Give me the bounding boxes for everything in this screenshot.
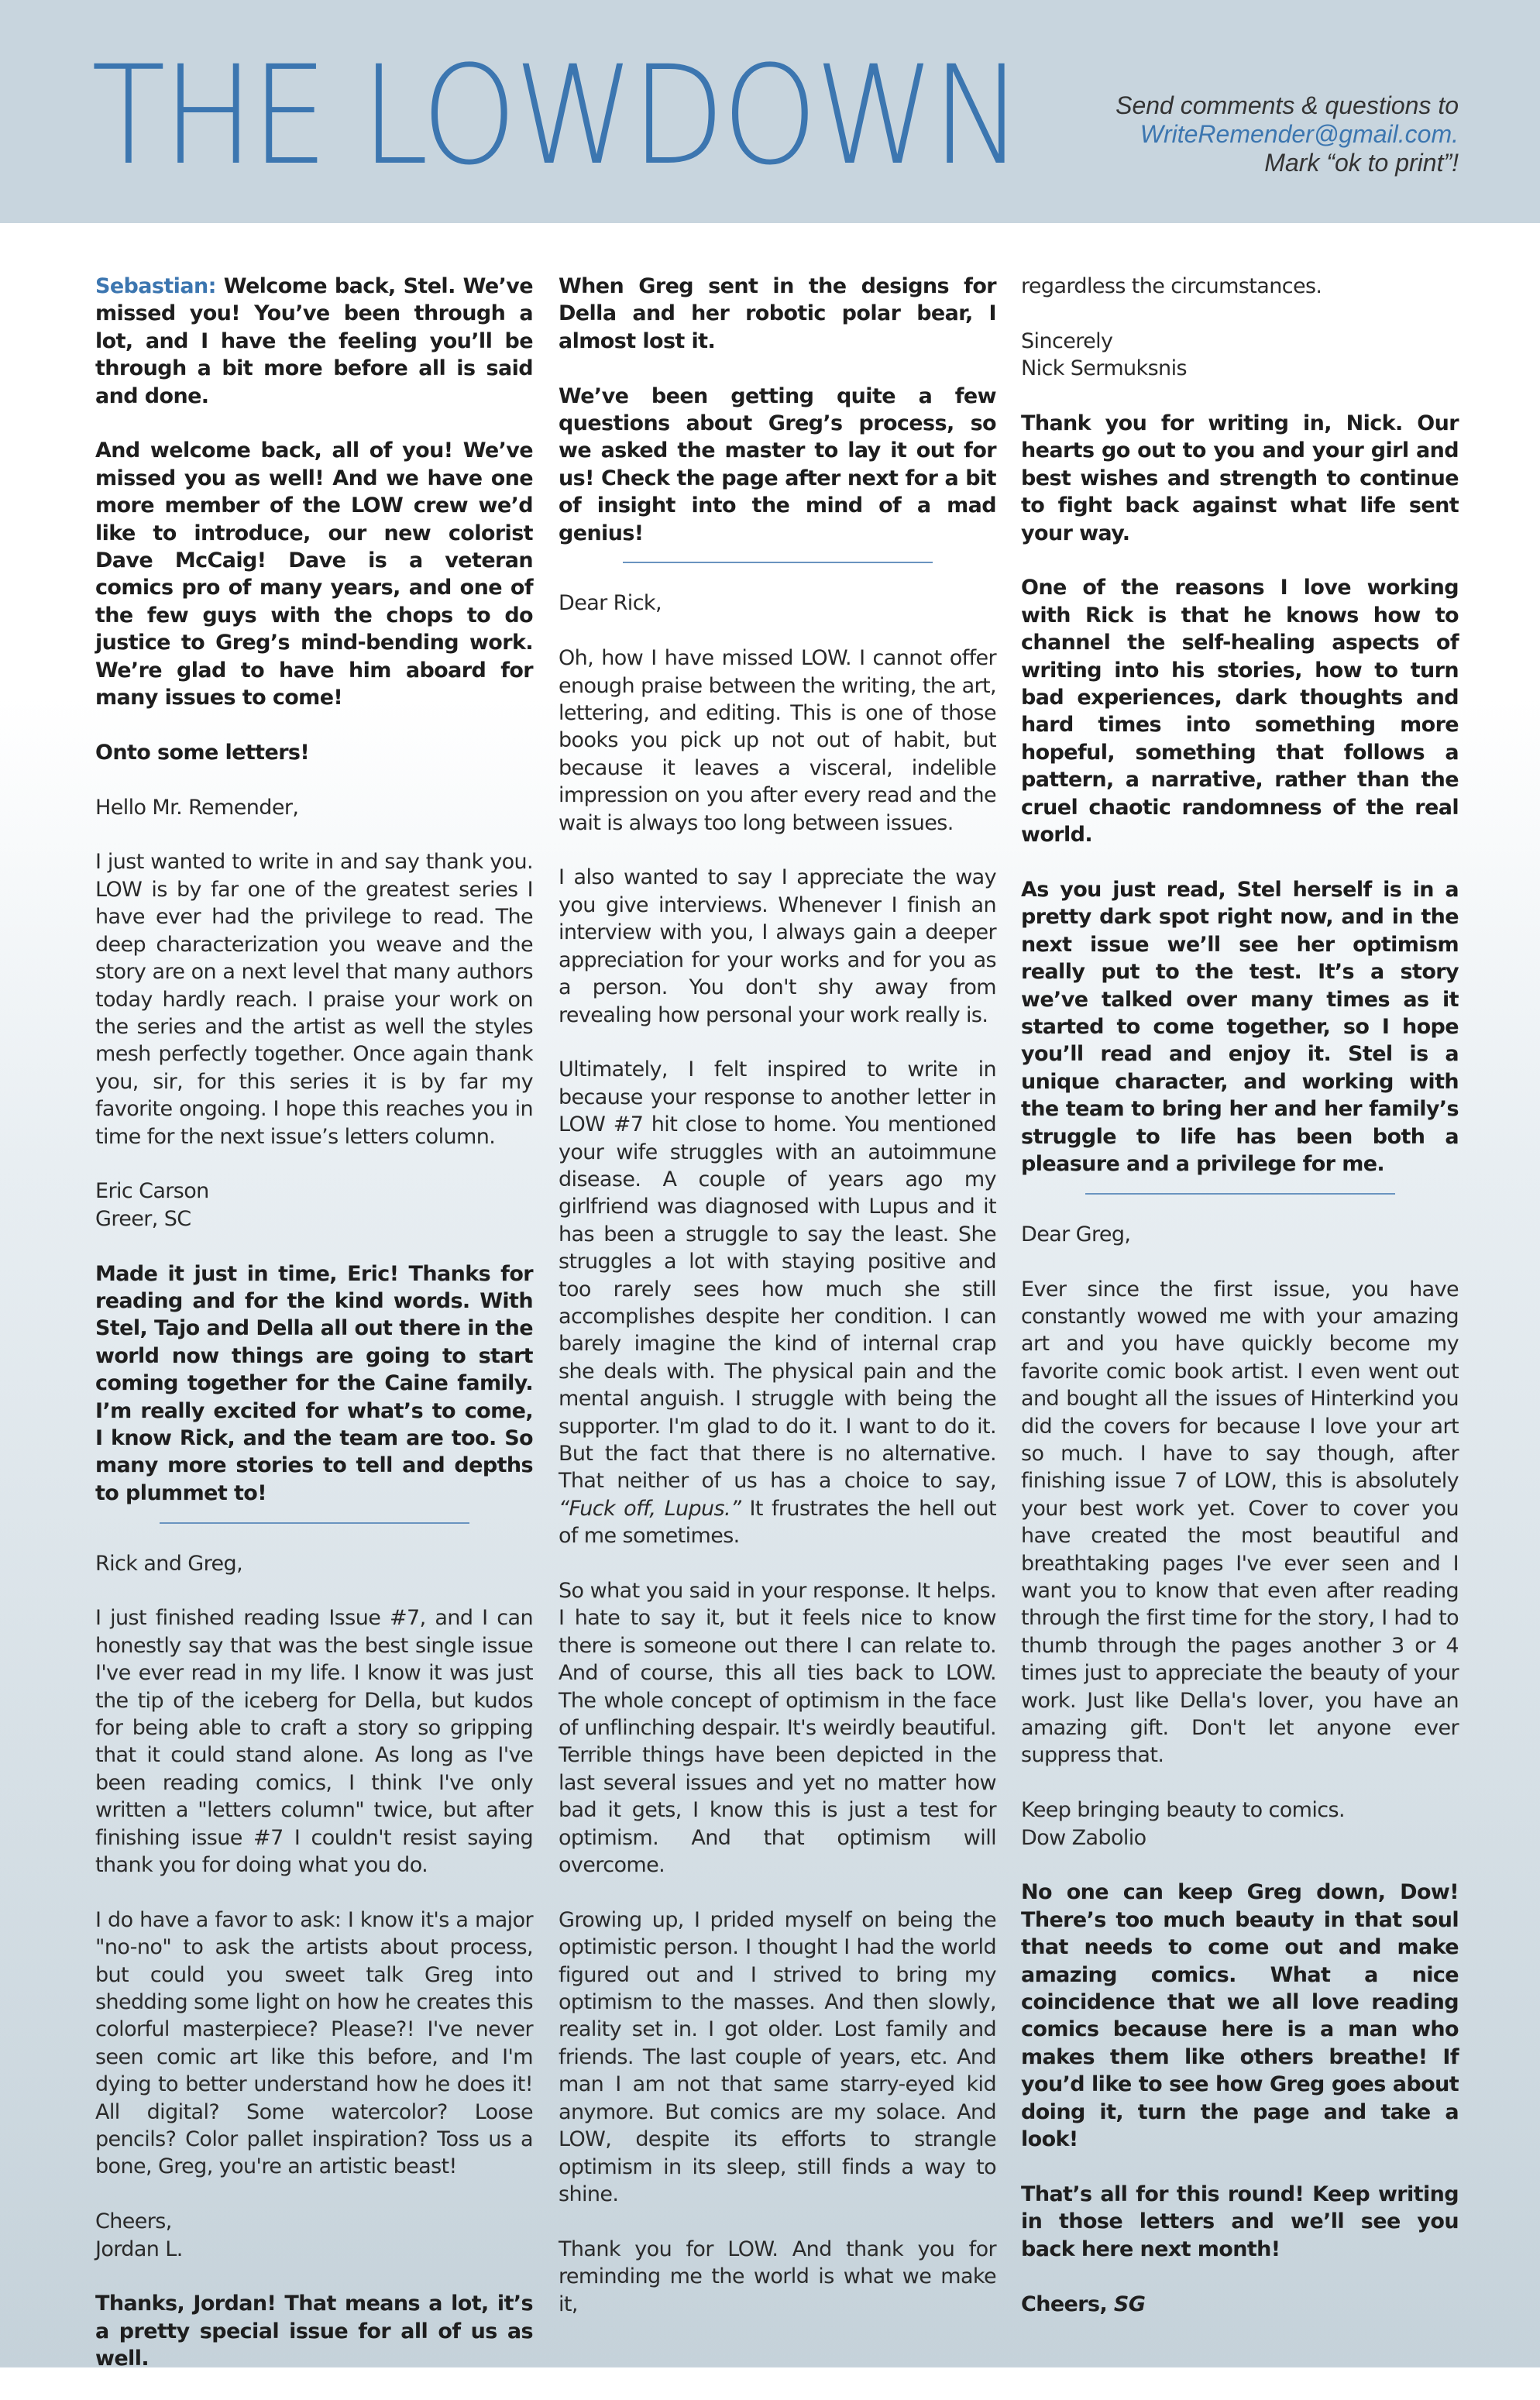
editor-reply: Thank you for writing in, Nick. Our hearts go out to you and your girl and best wishes and strength to continue to fight back against what life sent your way.: [1021, 411, 1459, 545]
letter-signature: [1021, 328, 1459, 383]
editor-name: Sebastian:: [95, 274, 216, 298]
signature-line: Keep bringing beauty to comics.: [1021, 1798, 1345, 1823]
letter-greeting: Dear Greg,: [1021, 1222, 1131, 1246]
closing-signature: [1021, 2291, 1459, 2318]
letter-body: I do have a favor to ask: I know it's a major "no-no" to ask the artists about process, but could you sweet talk Greg into shedding some light on how he creates this colorful masterpiece? Please?! I've never seen comic art like this before, and I'm dying to better understand how he does it! All digital? Some watercolor? Loose pencils? Color pallet inspiration? Toss us a bone, Greg, you're an artistic beast!: [95, 1907, 533, 2179]
letter-body: regardless the circumstances.: [1021, 274, 1322, 298]
section-divider: [1085, 1193, 1395, 1195]
editor-reply: As you just read, Stel herself is in a pretty dark spot right now, and in the next issue we’ll see her optimism really put to the test. It’s a story we’ve talked over many times as it started to come together, so I hope you’ll read and enjoy it. Stel is a unique character, and working with the team to bring her and her family’s struggle to life has been both a pleasure and a privilege for me.: [1021, 877, 1459, 1176]
letter-body: Thank you for LOW. And thank you for reminding me the world is what we make it,: [559, 2237, 996, 2316]
editor-reply: We’ve been getting quite a few questions about Greg’s process, so we asked the master to lay it out for us! Check the page after next for a bit of insight into the mind of a mad genius!: [559, 383, 996, 545]
section-divider: [623, 562, 933, 563]
editor-reply: Thanks, Jordan! That means a lot, it’s a pretty special issue for all of us as well.: [95, 2292, 533, 2371]
intro-paragraph: [95, 273, 533, 410]
column-3: [1021, 273, 1459, 2345]
letter-body: I just wanted to write in and say thank you. LOW is by far one of the greatest series I have ever had the privilege to read. The deep characterization you weave and the story are on a next level that many authors today hardly reach. I praise your work on the series and the artist as well the styles mesh perfectly together. Once again thank you, sir, for this series it is by far my favorite ongoing. I hope this reaches you in time for the next issue’s letters column.: [95, 850, 533, 1149]
contact-line: Mark “ok to print”!: [1264, 149, 1459, 177]
signature-line: Cheers,: [95, 2209, 172, 2234]
letter-text: It frustrates the hell out of me sometimes.: [559, 1496, 996, 1549]
closing-paragraph: That’s all for this round! Keep writing in those letters and we’ll see you back here next month!: [1021, 2182, 1459, 2261]
page-title: THE LOWDOWN: [91, 36, 1020, 195]
intro-paragraph: And welcome back, all of you! We’ve missed you as well! And we have one more member of the LOW crew we’d like to introduce, our new colorist Dave McCaig! Dave is a veteran comics pro of many years, and one of the few guys with the chops to do justice to Greg’s mind-bending work. We’re glad to have him aboard for many issues to come!: [95, 438, 533, 710]
header-band: [0, 0, 1540, 223]
contact-line: Send comments & questions to: [1115, 91, 1459, 119]
column-2: [559, 273, 996, 2345]
contact-info: [1025, 91, 1459, 177]
letter-body: [559, 1056, 996, 1549]
letter-greeting: Dear Rick,: [559, 591, 662, 616]
letter-body: I also wanted to say I appreciate the way you give interviews. Whenever I finish an interview with you, I always gain a deeper appreciation for your works and for you as a person. You don't shy away from revealing how personal your work really is.: [559, 865, 996, 1027]
letter-body: Oh, how I have missed LOW. I cannot offer enough praise between the writing, the art, lettering, and editing. This is one of those books you pick up not out of habit, but because it leaves a visceral, indelible impression on you after every read and the wait is always too long between issues.: [559, 646, 996, 835]
editor-reply: When Greg sent in the designs for Della and her robotic polar bear, I almost lost it.: [559, 274, 996, 353]
closing-cheers: Cheers,: [1021, 2292, 1114, 2316]
intro-text: Welcome back, Stel. We’ve missed you! You’ve been through a lot, and I have the feeling you’ll be through a bit more before all is said and done.: [95, 274, 533, 408]
letter-signature: [95, 1178, 533, 1233]
letter-signature: [1021, 1797, 1459, 1852]
letter-body: Growing up, I prided myself on being the optimistic person. I thought I had the world figured out and I strived to bring my optimism to the masses. And then slowly, reality set in. I got older. Lost family and friends. The last couple of years, etc. And man I am not that same starry-eyed kid anymore. But comics are my solace. And LOW, despite its efforts to strangle optimism in its sleep, still finds a way to shine.: [559, 1907, 996, 2206]
letter-greeting: Hello Mr. Remender,: [95, 795, 299, 820]
letter-body: Ever since the first issue, you have constantly wowed me with your amazing art and you have quickly become my favorite comic book artist. I even went out and bought all the issues of Hinterkind you did the covers for because I love your art so much. I have to say though, after finishing issue 7 of LOW, this is absolutely your best work yet. Cover to cover you have created the most beautiful and breathtaking pages I've ever seen and I want you to know that even after reading through the first time for the story, I had to thumb through the pages another 3 or 4 times just to appreciate the beauty of your work. Just like Della's lover, you have an amazing gift. Don't let anyone ever suppress that.: [1021, 1277, 1459, 1768]
letter-body: I just finished reading Issue #7, and I can honestly say that was the best single issue I've ever read in my life. I know it was just the tip of the iceberg for Della, but kudos for being able to craft a story so gripping that it could stand alone. As long as I've been reading comics, I think I've only written a "letters column" twice, but after finishing issue #7 I couldn't resist saying thank you for doing what you do.: [95, 1606, 533, 1878]
section-divider: [160, 1522, 469, 1524]
signature-name: Eric Carson: [95, 1179, 209, 1204]
letter-body: So what you said in your response. It helps. I hate to say it, but it feels nice to know there is someone out there I can relate to. And of course, this all ties back to LOW. The whole concept of optimism in the face of unflinching despair. It's weirdly beautiful. Terrible things have been depicted in the last several issues and yet no matter how bad it gets, I know this is just a test for optimism. And that optimism will overcome.: [559, 1579, 996, 1878]
signature-line: Sincerely: [1021, 328, 1113, 353]
editor-reply: No one can keep Greg down, Dow! There’s too much beauty in that soul that needs to come out and make amazing comics. What a nice coincidence that we all love reading comics because here is a man who makes them like others breathe! If you’d like to see how Greg goes about doing it, turn the page and take a look!: [1021, 1880, 1459, 2152]
letter-text: Ultimately, I felt inspired to write in because your response to another letter in LOW #7 hit close to home. You mentioned your wife struggles with an autoimmune disease. A couple of years ago my girlfriend was diagnosed with Lupus and it has been a struggle to say the least. She struggles a lot with staying positive and too rarely sees how much she still accomplishes despite her condition. I can barely imagine the kind of internal crap she deals with. The physical pain and the mental anguish. I struggle with being the supporter. I'm glad to do it. I want to do it. But the fact that there is no alternative. That neither of us has a choice to say,: [559, 1057, 996, 1494]
letter-quote: “Fuck off, Lupus.”: [559, 1496, 741, 1521]
signature-name: Dow Zabolio: [1021, 1825, 1146, 1850]
column-1: [95, 273, 533, 2400]
intro-paragraph: Onto some letters!: [95, 740, 310, 765]
editor-reply: Made it just in time, Eric! Thanks for reading and for the kind words. With Stel, Tajo and Della all out there in the world now things are going to start coming together for the Caine family. I’m really excited for what’s to come, I know Rick, and the team are too. So many more stories to tell and depths to plummet to!: [95, 1261, 533, 1505]
signature-place: Greer, SC: [95, 1206, 191, 1231]
letter-signature: [95, 2208, 533, 2263]
editor-reply: One of the reasons I love working with Rick is that he knows how to channel the self-healing aspects of writing into his stories, how to turn bad experiences, dark thoughts and hard times into something more hopeful, something that follows a pattern, a narrative, rather than the cruel chaotic randomness of the real world.: [1021, 576, 1459, 848]
contact-email-link[interactable]: WriteRemender@gmail.com.: [1140, 120, 1459, 148]
signature-name: Nick Sermuksnis: [1021, 356, 1187, 381]
editor-initials: SG: [1113, 2292, 1146, 2316]
letter-greeting: Rick and Greg,: [95, 1551, 243, 1576]
signature-name: Jordan L.: [95, 2237, 183, 2261]
